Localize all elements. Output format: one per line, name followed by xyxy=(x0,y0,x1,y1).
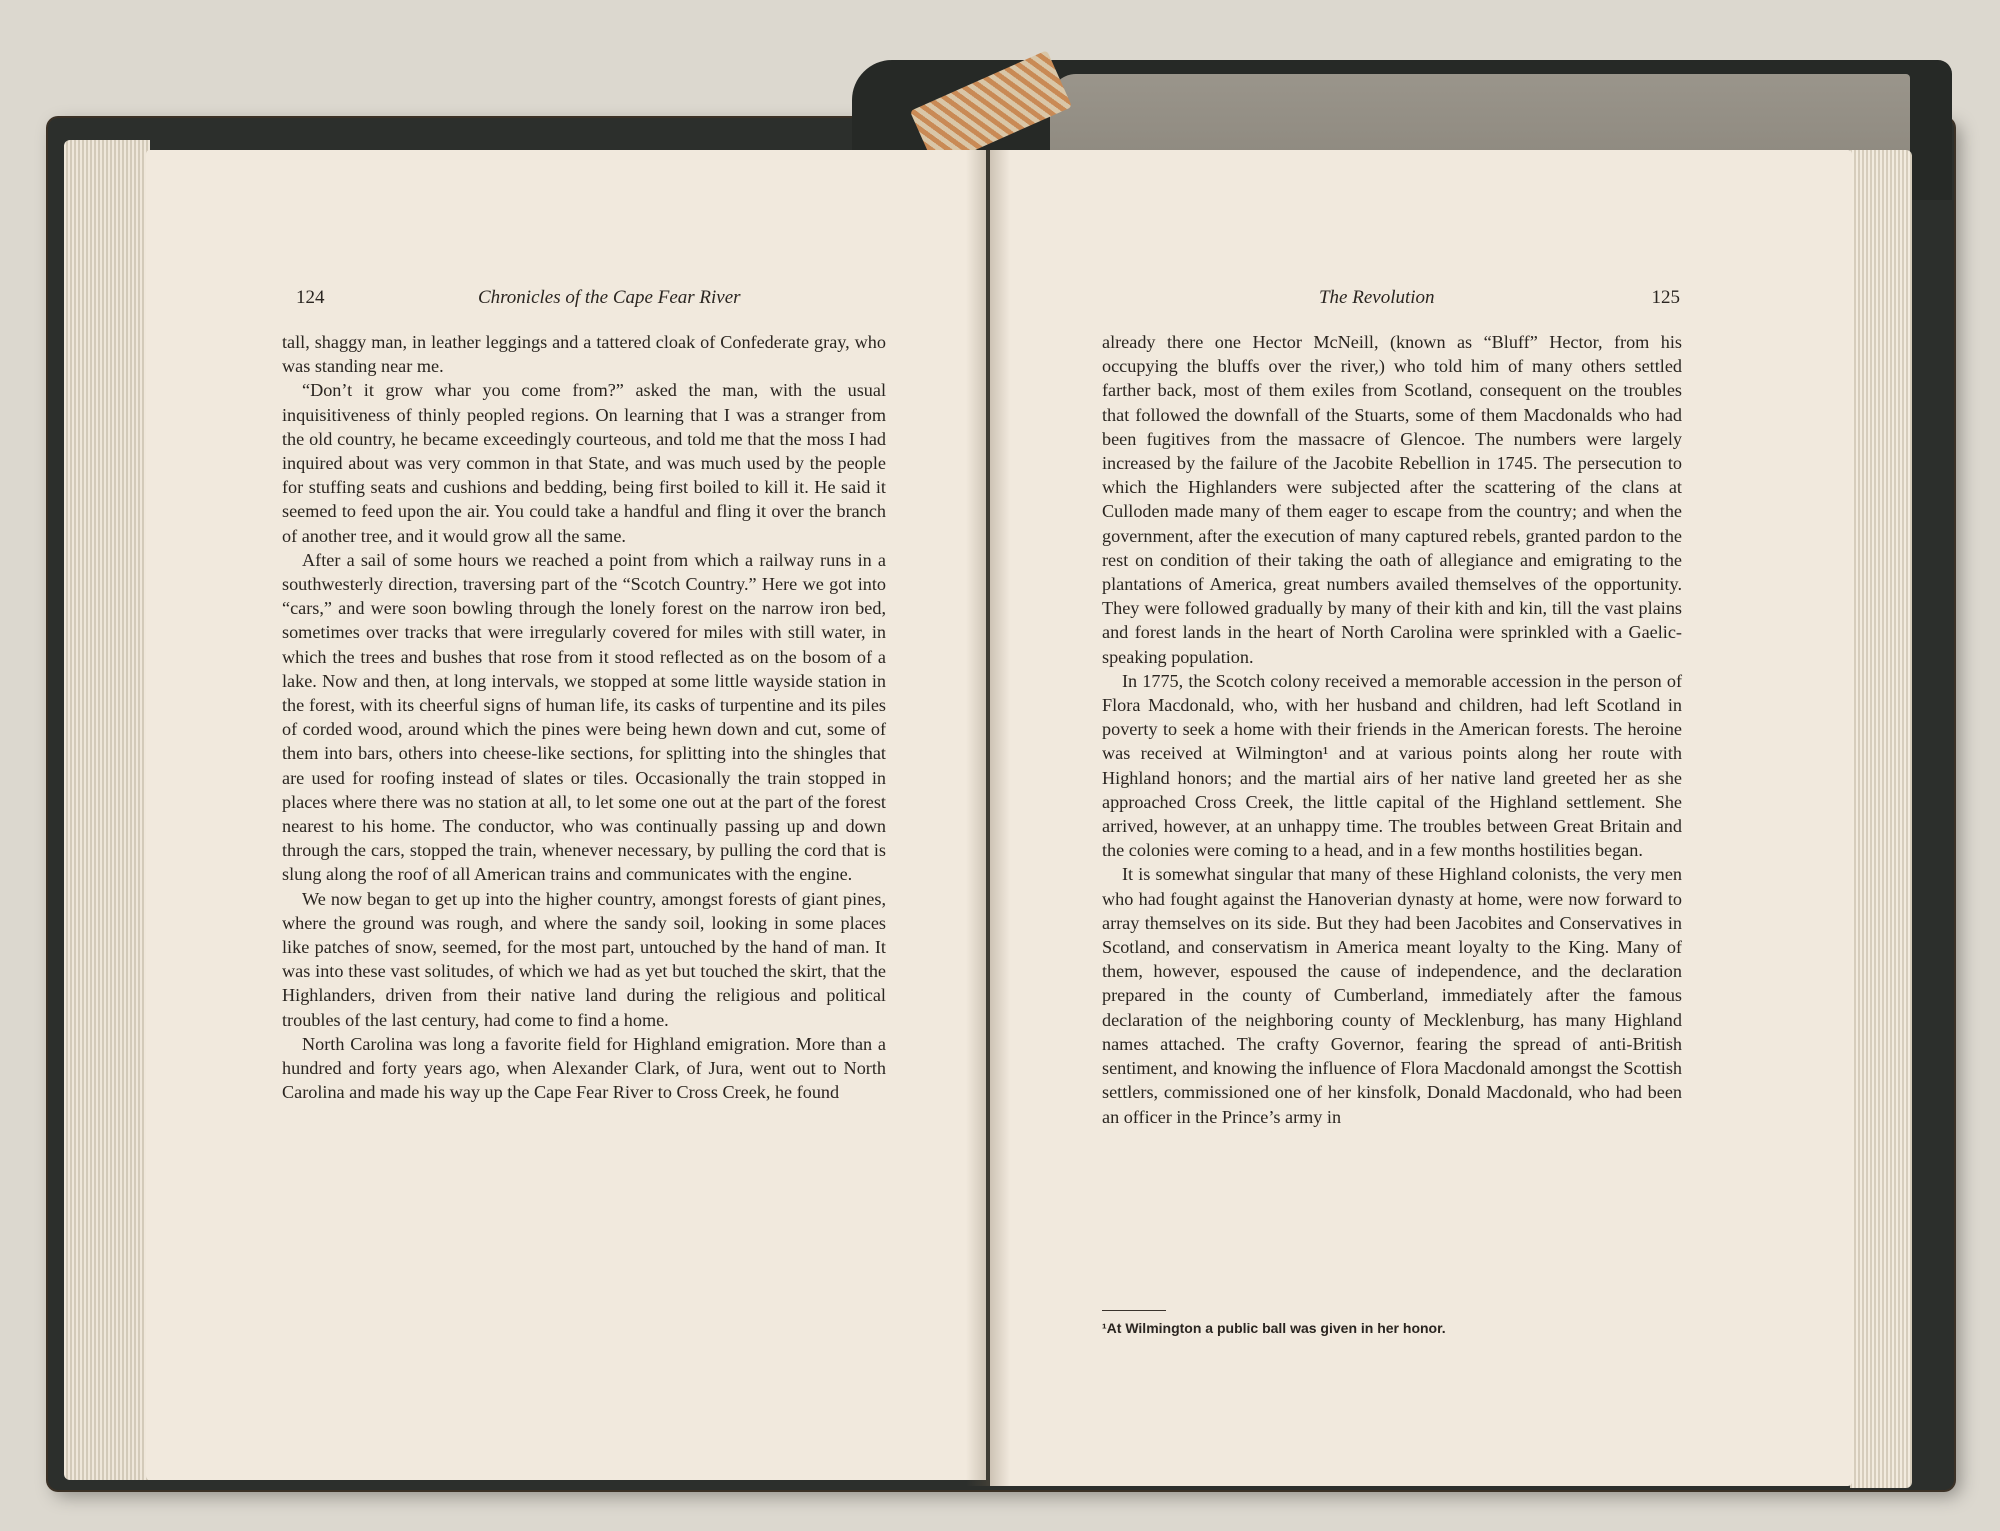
left-page-text xyxy=(282,330,886,1105)
left-running-head xyxy=(296,284,894,312)
right-page-text xyxy=(1102,330,1682,1129)
footnote: ¹At Wilmington a public ball was given in her honor. xyxy=(1102,1320,1446,1336)
paragraph: already there one Hector McNeill, (known as “Bluff” Hector, from his occupying the bluffs over the river,) who told him of many others settled farther back, most of them exiles from Scotland, consequent on the troubles that followed the downfall of the Stuarts, some of them Macdonalds who had been fugitives from the massacre of Glencoe. The numbers were largely increased by the failure of the Jacobite Rebellion in 1745. The persecution to which the Highlanders were subjected after the scattering of the clans at Culloden made many of them eager to escape from the country; and when the government, after the execution of many captured rebels, granted pardon to the rest on condition of their taking the oath of allegiance and emigrating to the plantations of America, great numbers availed themselves of the opportunity. They were followed gradually by many of their kith and kin, till the vast plains and forest lands in the heart of North Carolina were sprinkled with a Gaelic-speaking population. xyxy=(1102,332,1682,667)
left-page-number: 124 xyxy=(296,287,325,308)
right-page xyxy=(990,150,1852,1486)
right-running-head xyxy=(1102,284,1680,312)
paragraph: “Don’t it grow whar you come from?” asked the man, with the usual inquisitiveness of thinly peopled regions. On learning that I was a stranger from the old country, he became exceedingly courteous, and told me that the moss I had inquired about was very common in that State, and was much used by the people for stuffing seats and cushions and bedding, being first boiled to kill it. He said it seemed to feed upon the air. You could take a handful and fling it over the branch of another tree, and it would grow all the same. xyxy=(282,380,886,546)
paragraph: In 1775, the Scotch colony received a memorable accession in the person of Flora Macdonald, who, with her husband and children, had left Scotland in poverty to seek a home with their friends in the American forests. The heroine was received at Wilmington¹ and at various points along her route with Highland honors; and the martial airs of her native land greeted her as she approached Cross Creek, the little capital of the Highland settlement. She arrived, however, at an unhappy time. The troubles between Great Britain and the colonies were coming to a head, and in a few months hostilities began. xyxy=(1102,670,1682,861)
left-page xyxy=(146,150,986,1480)
right-page-edges xyxy=(1850,150,1912,1488)
footnote-rule xyxy=(1102,1310,1166,1311)
left-page-edges xyxy=(64,140,150,1480)
paragraph: North Carolina was long a favorite field for Highland emigration. More than a hundred and forty years ago, when Alexander Clark, of Jura, went out to North Carolina and made his way up the Cape Fear River to Cross Creek, he found xyxy=(282,1033,886,1103)
right-page-number: 125 xyxy=(1651,287,1680,308)
paragraph: It is somewhat singular that many of these Highland colonists, the very men who had fought against the Hanoverian dynasty at home, were now forward to array themselves on its side. But they had been Jacobites and Conservatives in Scotland, and conservatism in America meant loyalty to the King. Many of them, however, espoused the cause of independence, and the declaration prepared in the county of Cumberland, immediately after the famous declaration of the neighboring county of Mecklenburg, has many Highland names attached. The crafty Governor, fearing the spread of anti-British sentiment, and knowing the influence of Flora Macdonald amongst the Scottish settlers, commissioned one of her kinsfolk, Donald Macdonald, who had been an officer in the Prince’s army in xyxy=(1102,864,1682,1127)
paragraph: After a sail of some hours we reached a point from which a railway runs in a southwesterly direction, traversing part of the “Scotch Country.” Here we got into “cars,” and were soon bowling through the lonely forest on the narrow iron bed, sometimes over tracks that were irregularly covered for miles with still water, in which the trees and bushes that rose from it stood reflected as on the bosom of a lake. Now and then, at long intervals, we stopped at some little wayside station in the forest, with its cheerful signs of human life, its casks of turpentine and its piles of corded wood, around which the pines were being hewn down and cut, some of them into bars, others into cheese-like sections, for splitting into the shingles that are used for roofing instead of slates or tiles. Occasionally the train stopped in places where there was no station at all, to let some one out at the part of the forest nearest to his home. The conductor, who was continually passing up and down through the cars, stopped the train, whenever necessary, by pulling the cord that is slung along the roof of all American trains and communicates with the engine. xyxy=(282,549,886,885)
book-gutter xyxy=(966,150,1010,1486)
left-running-title: Chronicles of the Cape Fear River xyxy=(477,287,741,308)
right-running-title: The Revolution xyxy=(1318,287,1435,308)
paragraph: We now began to get up into the higher country, amongst forests of giant pines, where the ground was rough, and where the sandy soil, looking in some places like patches of snow, seemed, for the most part, untouched by the hand of man. It was into these vast solitudes, of which we had as yet but touched the skirt, that the Highlanders, driven from their native land during the religious and political troubles of the last century, had come to find a home. xyxy=(282,888,886,1030)
paragraph: tall, shaggy man, in leather leggings and a tattered cloak of Confederate gray, who was standing near me. xyxy=(282,332,886,377)
